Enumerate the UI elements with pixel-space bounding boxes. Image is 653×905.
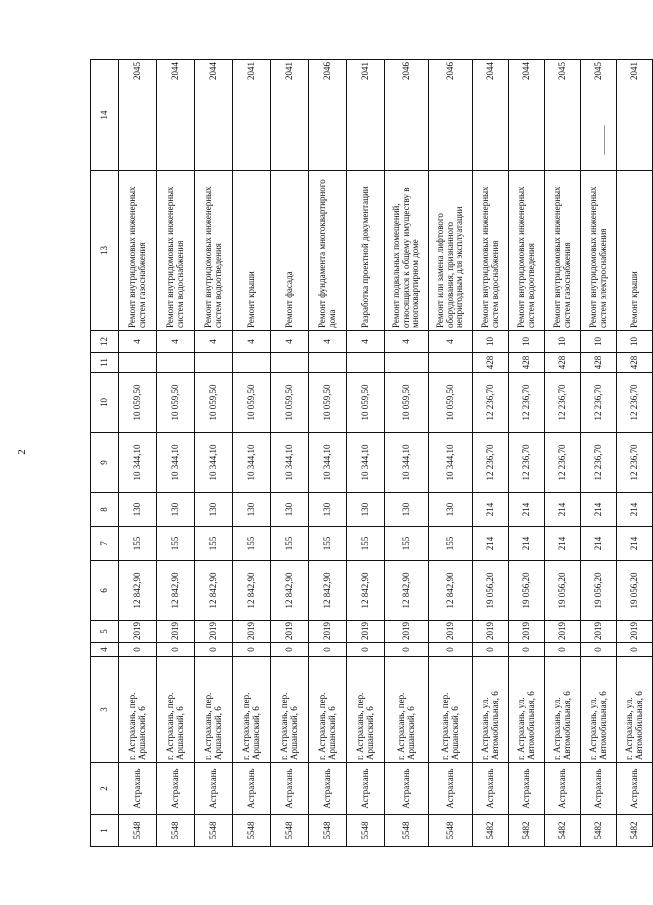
cell-work-type: Ремонт фундамента многоквартирного дома [309,171,347,331]
cell-col-12: 10 [473,331,509,353]
cell-living-area: 12 236,70 [581,433,617,493]
column-header: 7 [91,527,119,561]
cell-area-col-10: 10 059,50 [195,373,233,433]
cell-planned-year: 2045 [581,60,617,171]
cell-col-8: 130 [347,493,385,527]
cell-house-id: 5548 [157,815,195,847]
cell-col-8: 130 [309,493,347,527]
cell-total-area: 19 056,20 [581,561,617,621]
cell-living-area: 12 236,70 [473,433,509,493]
table-body [119,60,653,847]
cell-year: 2019 [617,621,653,643]
cell-planned-year: 2041 [233,60,271,171]
cell-address: г. Астрахань, пер. Аршанский, 6 [347,657,385,763]
cell-house-id: 5482 [509,815,545,847]
cell-total-area: 12 842,90 [347,561,385,621]
column-header: 10 [91,373,119,433]
column-header: 13 [91,171,119,331]
cell-work-type: Ремонт внутридомовых инженерных систем газоснабжения [119,171,157,331]
cell-col-11 [309,353,347,373]
cell-col-11 [429,353,473,373]
cell-planned-year: 2046 [309,60,347,171]
cell-planned-year: 2044 [195,60,233,171]
cell-col-8: 214 [617,493,653,527]
column-header: 4 [91,643,119,657]
cell-col-11: 428 [509,353,545,373]
table-row [157,60,195,847]
cell-col-8: 130 [233,493,271,527]
cell-address: г. Астрахань, пер. Аршанский, 6 [309,657,347,763]
cell-house-id: 5548 [271,815,309,847]
cell-col-11: 428 [581,353,617,373]
cell-house-id: 5548 [233,815,271,847]
cell-col-7: 155 [309,527,347,561]
cell-year: 2019 [233,621,271,643]
cell-address: г. Астрахань, ул. Автомобильная, 6 [545,657,581,763]
cell-col-11 [271,353,309,373]
cell-address: г. Астрахань, пер. Аршанский, 6 [429,657,473,763]
cell-municipality: Астрахань [545,763,581,815]
cell-total-area: 12 842,90 [195,561,233,621]
cell-col-12: 4 [385,331,429,353]
cell-house-id: 5482 [545,815,581,847]
cell-total-area: 12 842,90 [309,561,347,621]
cell-work-type: Ремонт внутридомовых инженерных систем водоснабжения [473,171,509,331]
column-header: 12 [91,331,119,353]
cell-year: 2019 [271,621,309,643]
cell-col-4: 0 [429,643,473,657]
table-row [581,60,617,847]
cell-municipality: Астрахань [385,763,429,815]
cell-col-4: 0 [119,643,157,657]
column-header: 9 [91,433,119,493]
cell-living-area: 12 236,70 [545,433,581,493]
cell-total-area: 19 056,20 [545,561,581,621]
cell-area-col-10: 10 059,50 [385,373,429,433]
cell-work-type: Ремонт внутридомовых инженерных систем водоотведения [195,171,233,331]
cell-address: г. Астрахань, пер. Аршанский, 6 [233,657,271,763]
table-row [509,60,545,847]
cell-planned-year: 2041 [617,60,653,171]
cell-work-type: Ремонт или замена лифтового оборудования, признанного непригодным для эксплуатации [429,171,473,331]
column-header: 2 [91,763,119,815]
cell-planned-year: 2045 [119,60,157,171]
cell-planned-year: 2044 [473,60,509,171]
cell-municipality: Астрахань [617,763,653,815]
cell-address: г. Астрахань, ул. Автомобильная, 6 [581,657,617,763]
cell-living-area: 10 344,10 [233,433,271,493]
cell-area-col-10: 12 236,70 [581,373,617,433]
cell-work-type: Ремонт внутридомовых инженерных систем электроснабжения [581,171,617,331]
cell-col-7: 155 [195,527,233,561]
cell-work-type: Ремонт крыши [233,171,271,331]
cell-col-11 [119,353,157,373]
cell-col-4: 0 [617,643,653,657]
cell-planned-year: 2046 [385,60,429,171]
cell-area-col-10: 10 059,50 [309,373,347,433]
cell-living-area: 10 344,10 [157,433,195,493]
cell-col-12: 4 [119,331,157,353]
cell-living-area: 12 236,70 [617,433,653,493]
cell-house-id: 5482 [473,815,509,847]
cell-work-type: Ремонт подвальных помещений, относящихся к общему имуществу в многоквартирном доме [385,171,429,331]
column-header: 11 [91,353,119,373]
cell-total-area: 19 056,20 [617,561,653,621]
cell-col-8: 130 [157,493,195,527]
cell-col-7: 155 [119,527,157,561]
cell-living-area: 12 236,70 [509,433,545,493]
cell-col-11 [385,353,429,373]
cell-work-type: Ремонт крыши [617,171,653,331]
cell-living-area: 10 344,10 [195,433,233,493]
cell-col-11 [195,353,233,373]
cell-col-11: 428 [617,353,653,373]
cell-col-4: 0 [545,643,581,657]
cell-col-11 [157,353,195,373]
column-header: 1 [91,815,119,847]
cell-municipality: Астрахань [581,763,617,815]
cell-col-8: 214 [509,493,545,527]
cell-planned-year: 2045 [545,60,581,171]
cell-col-12: 10 [617,331,653,353]
cell-house-id: 5548 [309,815,347,847]
cell-year: 2019 [347,621,385,643]
table-row [385,60,429,847]
cell-planned-year: 2044 [509,60,545,171]
cell-total-area: 12 842,90 [157,561,195,621]
cell-col-7: 155 [271,527,309,561]
cell-house-id: 5548 [429,815,473,847]
cell-total-area: 12 842,90 [429,561,473,621]
column-header: 3 [91,657,119,763]
cell-year: 2019 [195,621,233,643]
cell-col-8: 214 [545,493,581,527]
cell-year: 2019 [545,621,581,643]
capital-repair-table [90,59,653,847]
cell-year: 2019 [385,621,429,643]
cell-year: 2019 [309,621,347,643]
cell-address: г. Астрахань, пер. Аршанский, 6 [271,657,309,763]
cell-address: г. Астрахань, пер. Аршанский, 6 [157,657,195,763]
cell-work-type: Ремонт внутридомовых инженерных систем водоснабжения [157,171,195,331]
cell-col-12: 4 [309,331,347,353]
cell-work-type: Ремонт фасада [271,171,309,331]
table-row [309,60,347,847]
cell-address: г. Астрахань, ул. Автомобильная, 6 [617,657,653,763]
cell-year: 2019 [473,621,509,643]
cell-col-7: 155 [347,527,385,561]
cell-area-col-10: 12 236,70 [509,373,545,433]
cell-col-4: 0 [271,643,309,657]
cell-total-area: 19 056,20 [473,561,509,621]
cell-work-type: Ремонт внутридомовых инженерных систем водоотведения [509,171,545,331]
table-row [233,60,271,847]
column-header: 14 [91,60,119,171]
cell-col-12: 4 [233,331,271,353]
cell-planned-year: 2044 [157,60,195,171]
cell-address: г. Астрахань, пер. Аршанский, 6 [119,657,157,763]
cell-address: г. Астрахань, пер. Аршанский, 6 [385,657,429,763]
cell-col-12: 10 [545,331,581,353]
cell-living-area: 10 344,10 [309,433,347,493]
cell-living-area: 10 344,10 [271,433,309,493]
cell-house-id: 5548 [119,815,157,847]
cell-address: г. Астрахань, ул. Автомобильная, 6 [509,657,545,763]
cell-address: г. Астрахань, пер. Аршанский, 6 [195,657,233,763]
cell-col-8: 130 [195,493,233,527]
table-header-row [91,60,119,847]
margin-mark [604,125,615,155]
cell-col-8: 214 [581,493,617,527]
cell-year: 2019 [119,621,157,643]
cell-col-7: 155 [233,527,271,561]
cell-living-area: 10 344,10 [119,433,157,493]
cell-col-7: 155 [157,527,195,561]
cell-col-11 [347,353,385,373]
cell-area-col-10: 12 236,70 [617,373,653,433]
cell-col-7: 214 [545,527,581,561]
table-row [119,60,157,847]
cell-col-7: 214 [509,527,545,561]
cell-year: 2019 [429,621,473,643]
cell-living-area: 10 344,10 [385,433,429,493]
cell-living-area: 10 344,10 [429,433,473,493]
page-number: 2 [16,449,28,455]
cell-col-11: 428 [473,353,509,373]
cell-municipality: Астрахань [509,763,545,815]
cell-living-area: 10 344,10 [347,433,385,493]
cell-municipality: Астрахань [347,763,385,815]
column-header: 5 [91,621,119,643]
cell-col-12: 10 [581,331,617,353]
cell-area-col-10: 10 059,50 [233,373,271,433]
column-header: 6 [91,561,119,621]
cell-col-7: 214 [473,527,509,561]
cell-planned-year: 2041 [347,60,385,171]
cell-col-4: 0 [157,643,195,657]
cell-col-12: 4 [429,331,473,353]
cell-area-col-10: 10 059,50 [271,373,309,433]
cell-municipality: Астрахань [195,763,233,815]
cell-col-8: 214 [473,493,509,527]
cell-col-12: 4 [157,331,195,353]
cell-col-4: 0 [509,643,545,657]
cell-house-id: 5548 [195,815,233,847]
cell-col-11 [233,353,271,373]
cell-total-area: 19 056,20 [509,561,545,621]
cell-area-col-10: 10 059,50 [119,373,157,433]
cell-area-col-10: 12 236,70 [473,373,509,433]
cell-municipality: Астрахань [271,763,309,815]
cell-col-8: 130 [271,493,309,527]
table-row [195,60,233,847]
cell-col-12: 4 [347,331,385,353]
cell-col-7: 214 [617,527,653,561]
cell-col-12: 4 [271,331,309,353]
table-row [429,60,473,847]
cell-work-type: Разработка проектной документации [347,171,385,331]
cell-col-8: 130 [429,493,473,527]
cell-municipality: Астрахань [309,763,347,815]
table-row [617,60,653,847]
cell-house-id: 5548 [385,815,429,847]
cell-col-12: 4 [195,331,233,353]
cell-year: 2019 [509,621,545,643]
cell-col-4: 0 [309,643,347,657]
cell-municipality: Астрахань [429,763,473,815]
cell-municipality: Астрахань [233,763,271,815]
rotated-table-wrapper [90,60,644,847]
cell-municipality: Астрахань [473,763,509,815]
cell-address: г. Астрахань, ул. Автомобильная, 6 [473,657,509,763]
cell-area-col-10: 10 059,50 [347,373,385,433]
cell-col-4: 0 [347,643,385,657]
table-row [545,60,581,847]
cell-col-12: 10 [509,331,545,353]
cell-municipality: Астрахань [157,763,195,815]
cell-year: 2019 [157,621,195,643]
cell-planned-year: 2046 [429,60,473,171]
cell-col-4: 0 [233,643,271,657]
table-row [271,60,309,847]
cell-total-area: 12 842,90 [119,561,157,621]
table-row [473,60,509,847]
cell-total-area: 12 842,90 [385,561,429,621]
cell-col-4: 0 [385,643,429,657]
cell-col-4: 0 [473,643,509,657]
cell-col-7: 155 [429,527,473,561]
cell-col-8: 130 [119,493,157,527]
cell-col-4: 0 [195,643,233,657]
cell-house-id: 5482 [617,815,653,847]
cell-planned-year: 2041 [271,60,309,171]
cell-total-area: 12 842,90 [233,561,271,621]
cell-municipality: Астрахань [119,763,157,815]
cell-col-4: 0 [581,643,617,657]
cell-house-id: 5548 [347,815,385,847]
cell-col-7: 214 [581,527,617,561]
cell-area-col-10: 10 059,50 [429,373,473,433]
cell-area-col-10: 10 059,50 [157,373,195,433]
cell-col-11: 428 [545,353,581,373]
table-row [347,60,385,847]
cell-col-7: 155 [385,527,429,561]
cell-total-area: 12 842,90 [271,561,309,621]
column-header: 8 [91,493,119,527]
cell-area-col-10: 12 236,70 [545,373,581,433]
cell-year: 2019 [581,621,617,643]
cell-work-type: Ремонт внутридомовых инженерных систем газоснабжения [545,171,581,331]
cell-col-8: 130 [385,493,429,527]
cell-house-id: 5482 [581,815,617,847]
